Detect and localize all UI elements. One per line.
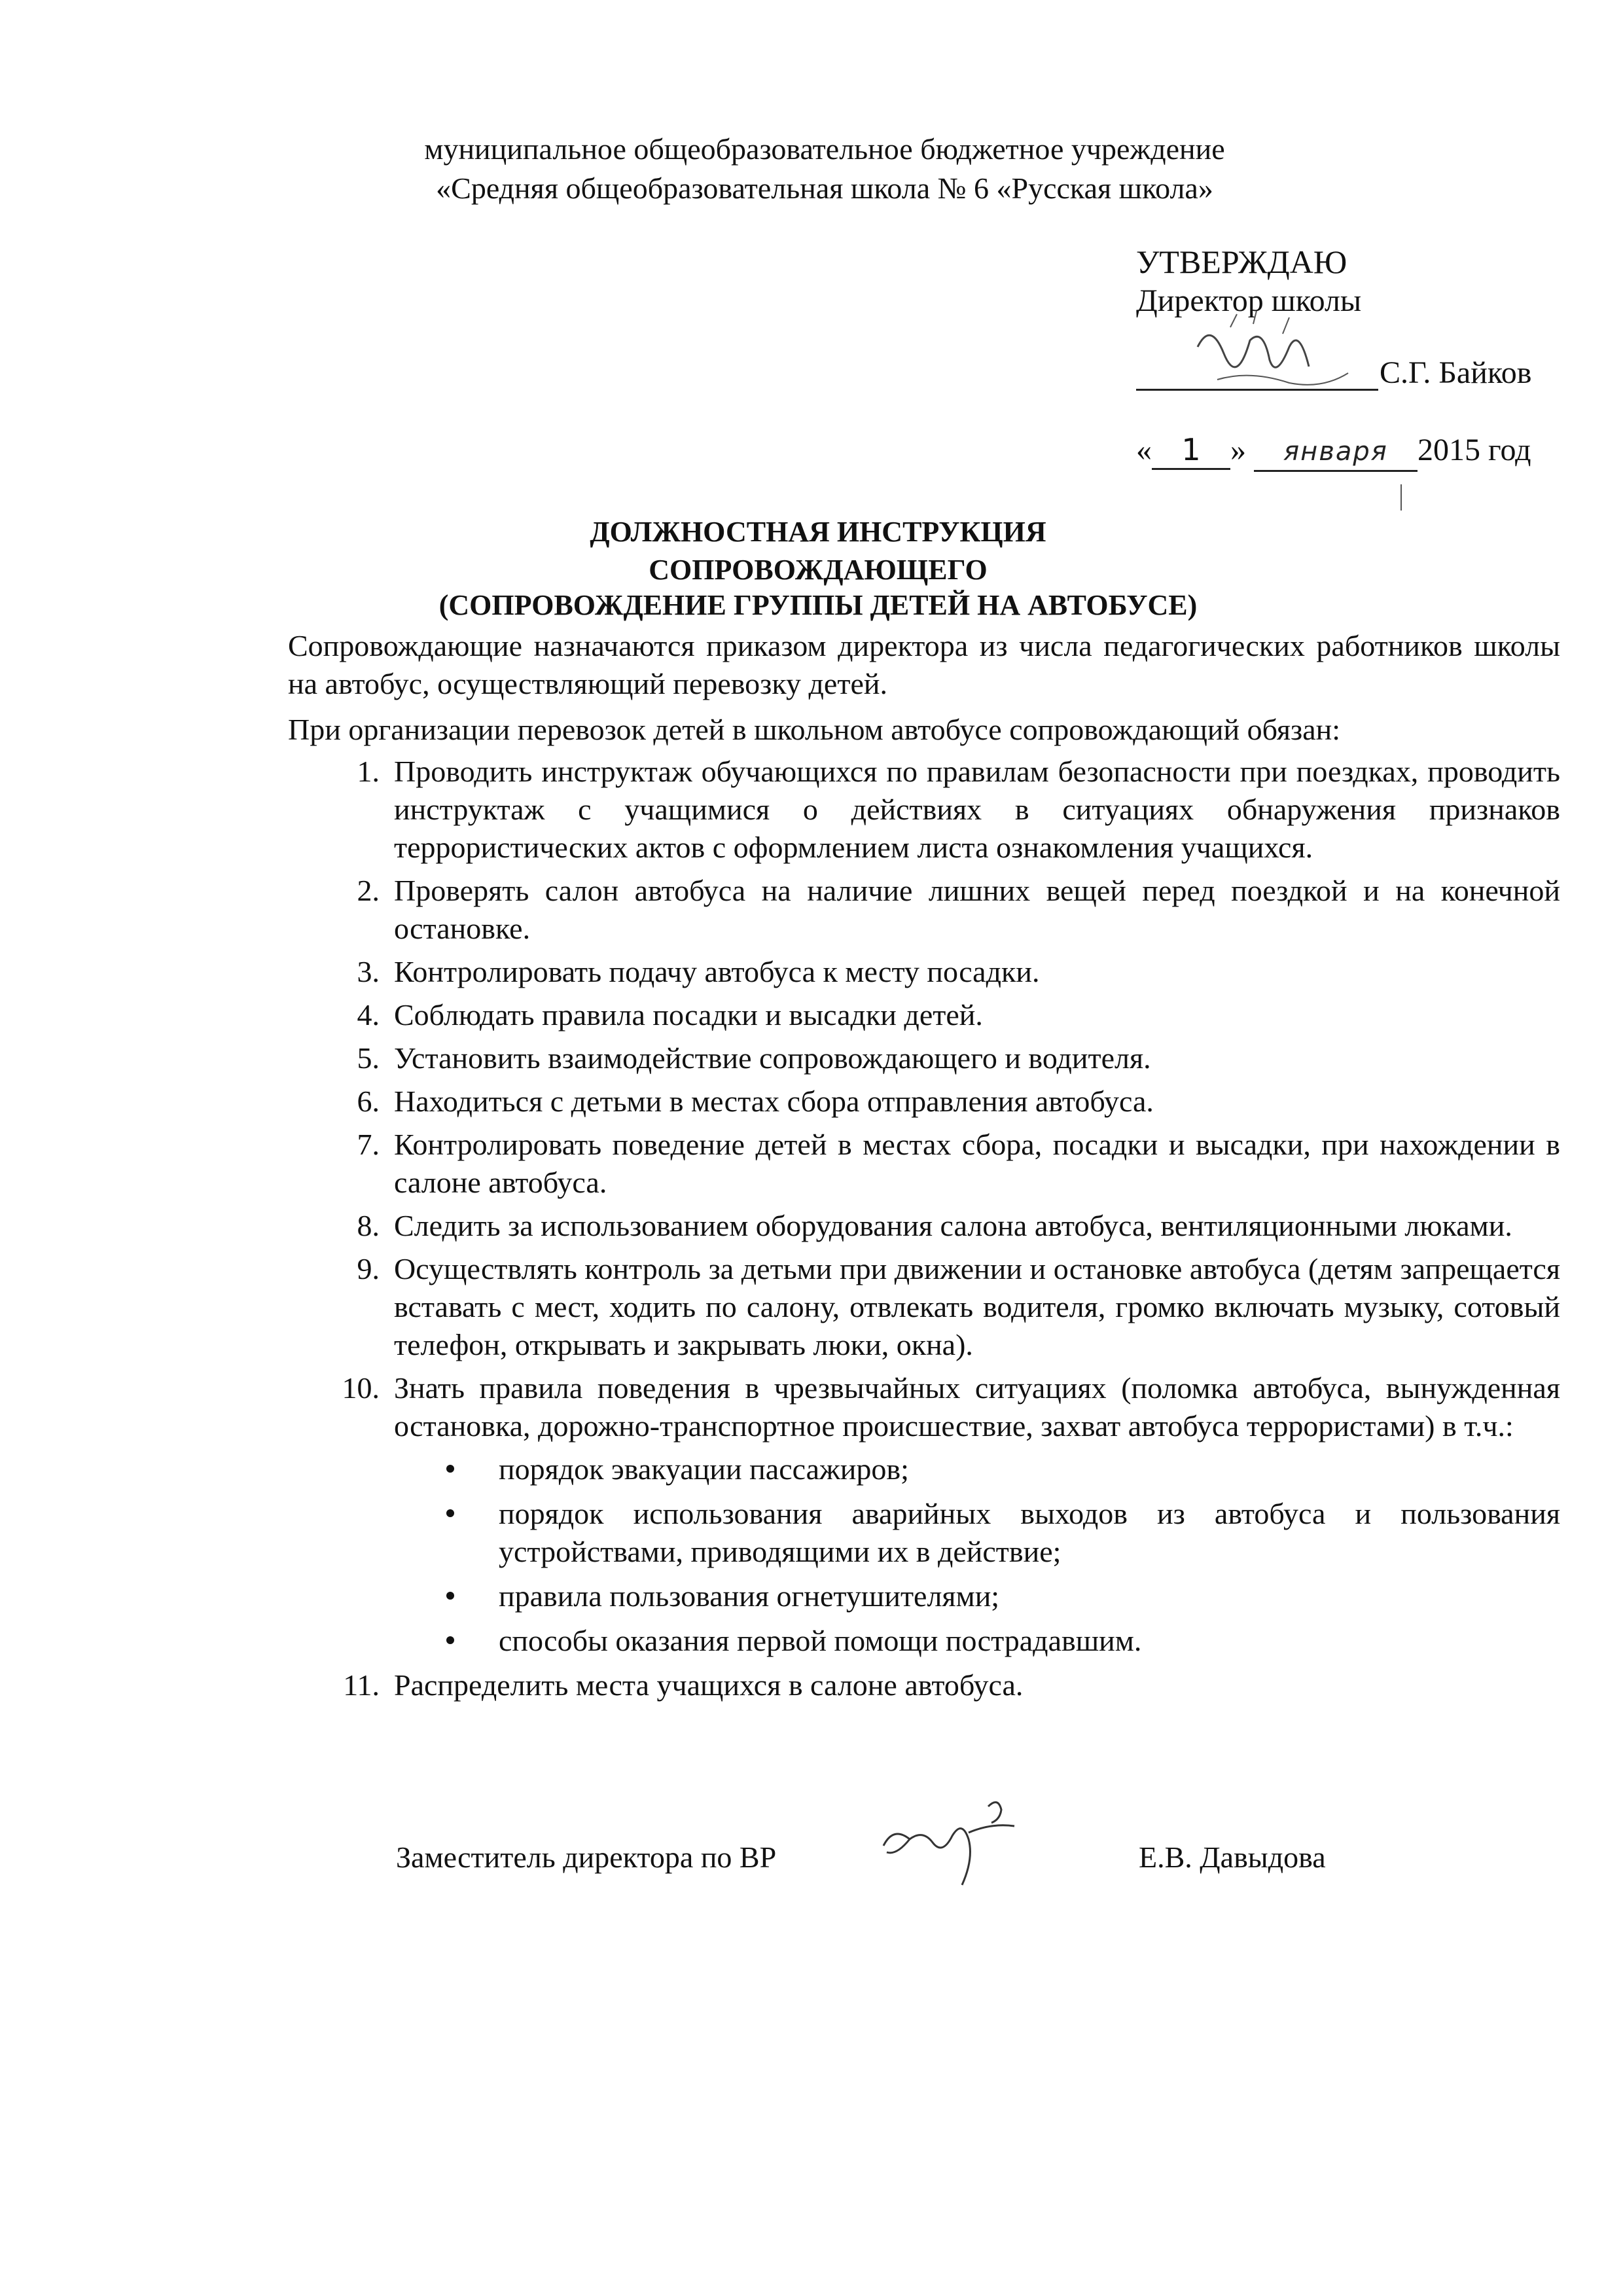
emergency-rules-list: [394, 1450, 1560, 1660]
document-title: ДОЛЖНОСТНАЯ ИНСТРУКЦИЯ: [590, 516, 1046, 548]
list-item-text: Установить взаимодействие сопровождающего и водителя.: [394, 1041, 1151, 1075]
document-body: [288, 627, 1560, 1710]
list-item-text: Знать правила поведения в чрезвычайных ситуациях (поломка автобуса, вынужденная остановка, дорожно-транспортное происшествие, захват автобуса террористами) в т.ч.:: [394, 1371, 1560, 1443]
list-item-text: Проверять салон автобуса на наличие лишних вещей перед поездкой и на конечной остановке.: [394, 874, 1560, 945]
list-item: [288, 1083, 1560, 1121]
list-item-number: 3.: [357, 955, 380, 988]
list-item-text: Распределить места учащихся в салоне автобуса.: [394, 1668, 1024, 1702]
bullet-item: [394, 1450, 1560, 1488]
list-item: [288, 1369, 1560, 1660]
list-item: [288, 1207, 1560, 1245]
list-item: [288, 1250, 1560, 1364]
list-item-number: 9.: [357, 1252, 380, 1285]
bullet-icon: [446, 1592, 454, 1600]
bullet-icon: [446, 1636, 454, 1644]
list-item: [288, 1666, 1560, 1704]
list-item-number: 1.: [357, 755, 380, 788]
list-item-text: Находиться с детьми в местах сбора отправления автобуса.: [394, 1085, 1154, 1118]
date-year: 2015 год: [1418, 433, 1531, 467]
document-subtitle: СОПРОВОЖДАЮЩЕГО: [649, 554, 988, 586]
date-month-handwritten: января: [1254, 433, 1418, 472]
approval-title: УТВЕРЖДАЮ: [1136, 243, 1347, 280]
list-item-text: Следить за использованием оборудования салона автобуса, вентиляционными люками.: [394, 1209, 1512, 1242]
date-day: 1: [1152, 431, 1230, 470]
list-item-text: Контролировать поведение детей в местах сбора, посадки и высадки, при нахождении в салоне автобуса.: [394, 1128, 1560, 1199]
list-item-number: 11.: [343, 1668, 380, 1702]
list-item-number: 4.: [357, 998, 380, 1031]
approval-date: [1136, 431, 1531, 472]
bullet-item: [394, 1495, 1560, 1571]
list-item-text: Проводить инструктаж обучающихся по правилам безопасности при поездках, проводить инструктаж с учащимися о действиях в ситуациях обнаружения признаков террористических актов с оформлением листа ознакомления учащихся.: [394, 755, 1560, 864]
organization-name-line2: «Средняя общеобразовательная школа № 6 «Русская школа»: [436, 171, 1213, 205]
bullet-text: порядок эвакуации пассажиров;: [499, 1452, 909, 1486]
list-item-text: Контролировать подачу автобуса к месту посадки.: [394, 955, 1040, 988]
bullet-text: правила пользования огнетушителями;: [499, 1579, 1000, 1613]
deputy-role: Заместитель директора по ВР: [396, 1840, 777, 1874]
director-name: С.Г. Байков: [1380, 355, 1532, 390]
date-open-quote: «: [1136, 433, 1152, 467]
document-subtitle-note: (СОПРОВОЖДЕНИЕ ГРУППЫ ДЕТЕЙ НА АВТОБУСЕ): [438, 589, 1198, 621]
list-item: [288, 1126, 1560, 1202]
deputy-name: Е.В. Давыдова: [1139, 1840, 1326, 1874]
bullet-text: порядок использования аварийных выходов из автобуса и пользования устройствами, приводящими их в действие;: [499, 1497, 1560, 1568]
list-item: [288, 1039, 1560, 1077]
duties-lead-in: При организации перевозок детей в школьном автобусе сопровождающий обязан:: [288, 713, 1341, 746]
bullet-text: способы оказания первой помощи пострадавшим.: [499, 1624, 1142, 1657]
list-item-number: 10.: [342, 1371, 380, 1405]
bullet-item: [394, 1622, 1560, 1660]
bullet-icon: [446, 1465, 454, 1473]
list-item-number: 7.: [357, 1128, 380, 1161]
list-item-text: Осуществлять контроль за детьми при движении и остановке автобуса (детям запрещается вставать с мест, ходить по салону, отвлекать водителя, громко включать музыку, сотовый телефон, открывать и закрывать люки, окна).: [394, 1252, 1560, 1361]
list-item: [288, 953, 1560, 991]
deputy-signature-icon: [870, 1793, 1027, 1892]
list-item: [288, 753, 1560, 867]
list-item-number: 2.: [357, 874, 380, 907]
list-item-number: 6.: [357, 1085, 380, 1118]
bullet-icon: [446, 1509, 454, 1517]
list-item-number: 8.: [357, 1209, 380, 1242]
list-item-number: 5.: [357, 1041, 380, 1075]
list-item: [288, 996, 1560, 1034]
organization-name-line1: муниципальное общеобразовательное бюджетное учреждение: [424, 132, 1225, 166]
list-item: [288, 872, 1560, 948]
date-close-quote: »: [1230, 433, 1246, 467]
list-item-text: Соблюдать правила посадки и высадки детей.: [394, 998, 983, 1031]
duties-list: [288, 753, 1560, 1704]
margin-mark: [1400, 484, 1402, 511]
intro-paragraph: Сопровождающие назначаются приказом директора из числа педагогических работников школы на автобус, осуществляющий перевозку детей.: [288, 629, 1560, 700]
bullet-item: [394, 1577, 1560, 1615]
approval-role: Директор школы: [1136, 283, 1362, 318]
director-signature-icon: [1191, 308, 1361, 399]
director-signature-line: [1136, 389, 1378, 391]
